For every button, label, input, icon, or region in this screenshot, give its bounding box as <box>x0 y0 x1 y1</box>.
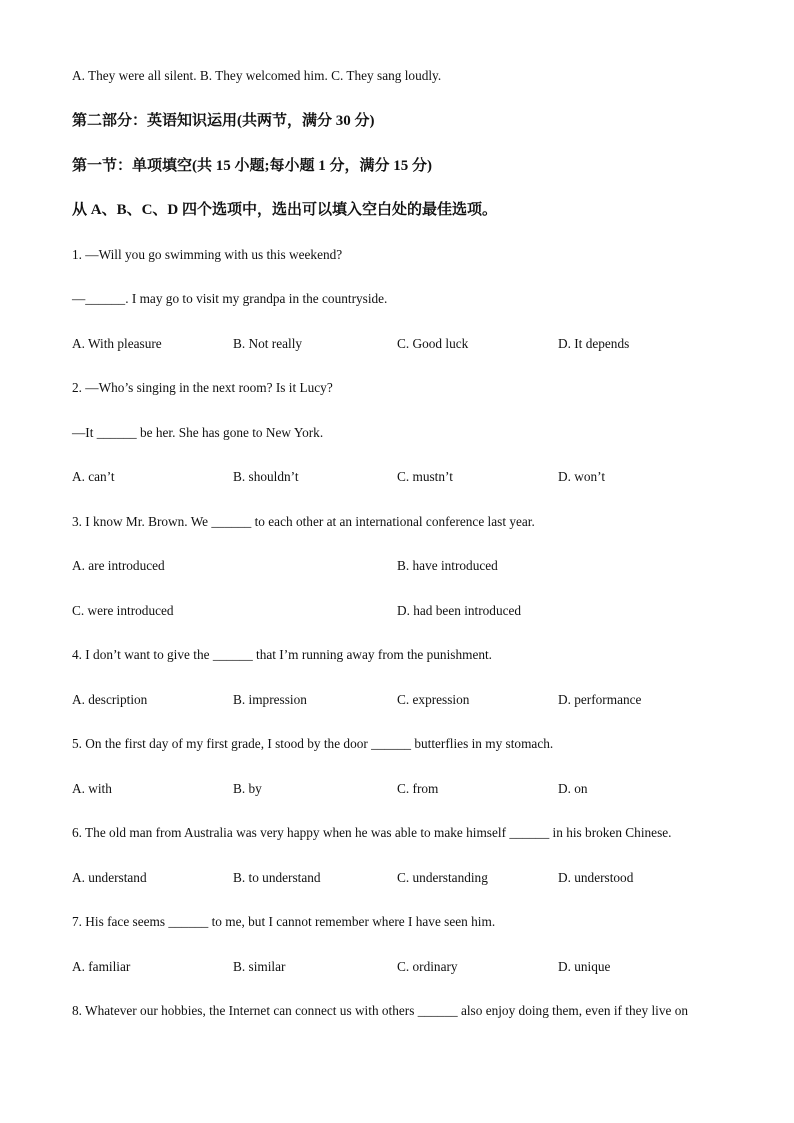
question-2-option-c: C. mustn’t <box>397 469 453 484</box>
question-1-stem: 1. —Will you go swimming with us this weekend? <box>72 247 343 262</box>
question-5-stem: 5. On the first day of my first grade, I stood by the door ______ butterflies in my stomach. <box>72 736 554 751</box>
question-5-option-d: D. on <box>558 781 588 796</box>
question-4-option-d: D. performance <box>558 692 642 707</box>
question-3-stem: 3. I know Mr. Brown. We ______ to each other at an international conference last year. <box>72 514 535 529</box>
question-7-stem: 7. His face seems ______ to me, but I cannot remember where I have seen him. <box>72 914 496 929</box>
question-6-stem: 6. The old man from Australia was very happy when he was able to make himself ______ in his broken Chinese. <box>72 825 672 840</box>
question-4-option-a: A. description <box>72 692 148 707</box>
question-1-option-a: A. With pleasure <box>72 336 162 351</box>
question-3-option-d: D. had been introduced <box>397 603 522 618</box>
question-2-response: —It ______ be her. She has gone to New York. <box>72 425 324 440</box>
question-3-option-c: C. were introduced <box>72 603 174 618</box>
question-3-option-b: B. have introduced <box>397 558 498 573</box>
question-3-option-a: A. are introduced <box>72 558 165 573</box>
question-7-option-a: A. familiar <box>72 959 131 974</box>
question-6-option-d: D. understood <box>558 870 634 885</box>
question-2-option-b: B. shouldn’t <box>233 469 299 484</box>
question-4-stem: 4. I don’t want to give the ______ that I’m running away from the punishment. <box>72 647 493 662</box>
question-8-stem: 8. Whatever our hobbies, the Internet can connect us with others ______ also enjoy doing them, even if they live on <box>72 1003 689 1018</box>
question-6-option-b: B. to understand <box>233 870 321 885</box>
question-1-option-d: D. It depends <box>558 336 630 351</box>
question-1-response: —______. I may go to visit my grandpa in the countryside. <box>72 291 388 306</box>
part-two-heading: 第二部分：英语知识运用(共两节，满分 30 分) <box>72 113 375 129</box>
question-2-stem: 2. —Who’s singing in the next room? Is it Lucy? <box>72 380 333 395</box>
previous-question-options: A. They were all silent. B. They welcomed him. C. They sang loudly. <box>72 68 442 83</box>
question-7-option-c: C. ordinary <box>397 959 458 974</box>
question-5-option-a: A. with <box>72 781 112 796</box>
question-2-option-d: D. won’t <box>558 469 606 484</box>
section-one-heading: 第一节：单项填空(共 15 小题;每小题 1 分，满分 15 分) <box>72 158 432 174</box>
question-2-option-a: A. can’t <box>72 469 115 484</box>
question-4-option-b: B. impression <box>233 692 307 707</box>
question-6-option-c: C. understanding <box>397 870 488 885</box>
instruction-text: 从 A、B、C、D 四个选项中，选出可以填入空白处的最佳选项。 <box>72 202 498 218</box>
question-6-option-a: A. understand <box>72 870 147 885</box>
question-5-option-b: B. by <box>233 781 262 796</box>
question-7-option-d: D. unique <box>558 959 611 974</box>
question-1-option-b: B. Not really <box>233 336 303 351</box>
question-7-option-b: B. similar <box>233 959 286 974</box>
question-1-option-c: C. Good luck <box>397 336 469 351</box>
question-5-option-c: C. from <box>397 781 439 796</box>
question-4-option-c: C. expression <box>397 692 470 707</box>
